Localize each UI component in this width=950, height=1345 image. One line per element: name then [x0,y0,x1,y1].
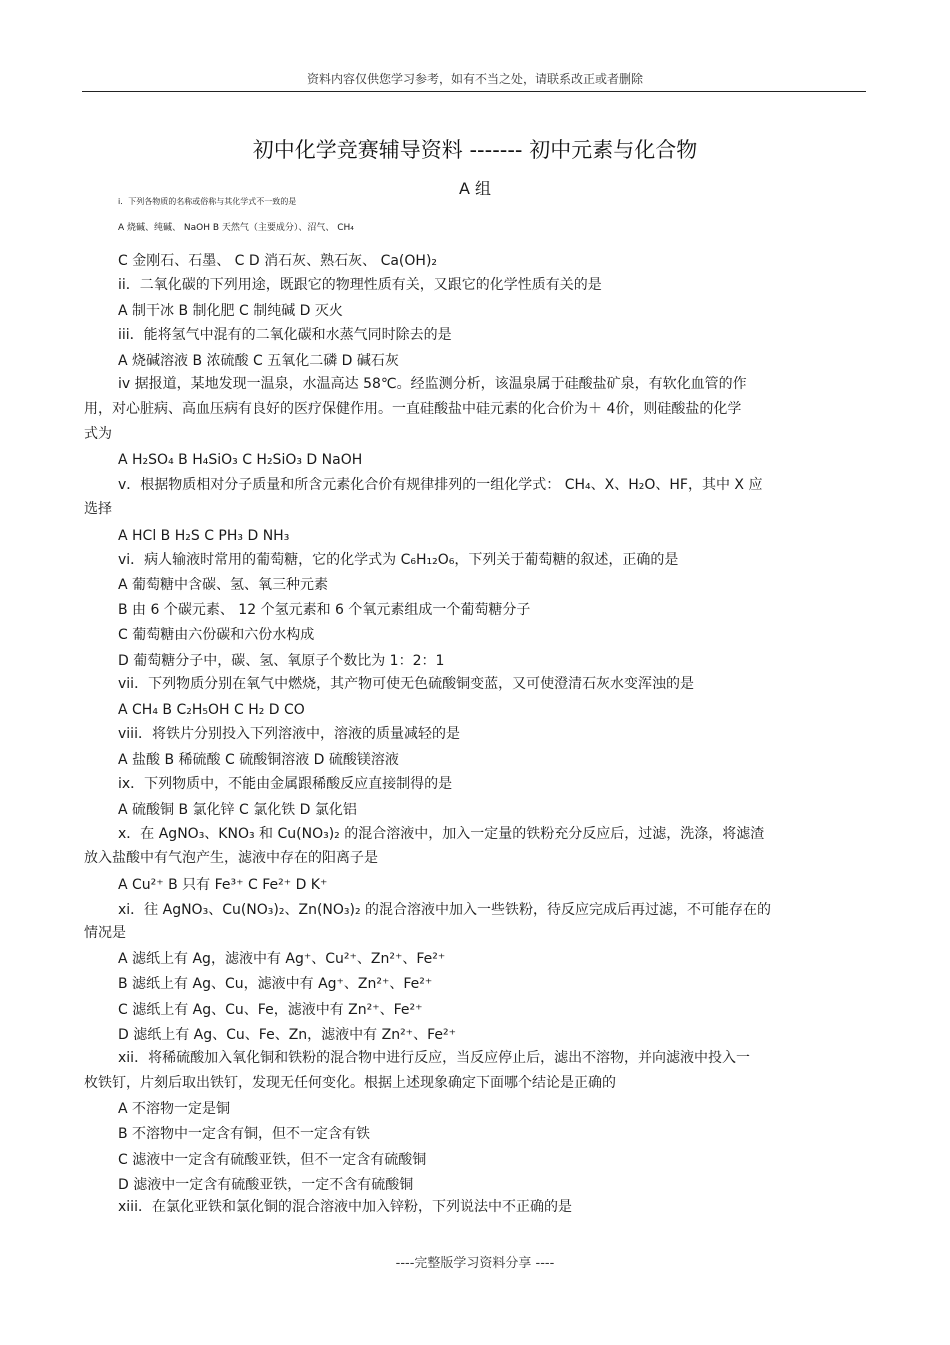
question-10-stem-line-1: x．在 AgNO₃、KNO₃ 和 Cu(NO₃)₂ 的混合溶液中，加入一定量的铁粉充分反应后，过滤，洗涤，将滤渣 [118,826,765,842]
question-2-options: A 制干冰 B 制化肥 C 制纯碱 D 灭火 [118,303,343,319]
question-11-option-c: C 滤纸上有 Ag、Cu、Fe，滤液中有 Zn²⁺、Fe²⁺ [118,1002,423,1018]
question-6-option-d: D 葡萄糖分子中，碳、氢、氧原子个数比为 1：2：1 [118,653,445,669]
question-6-stem: vi．病人输液时常用的葡萄糖，它的化学式为 C₆H₁₂O₆，下列关于葡萄糖的叙述，正确的是 [118,552,679,568]
header-rule [82,91,866,92]
question-1-stem: i．下列各物质的名称或俗称与其化学式不一致的是 [118,197,297,206]
question-3-stem: iii．能将氢气中混有的二氧化碳和水蒸气同时除去的是 [118,327,452,343]
question-6-option-a: A 葡萄糖中含碳、氢、氧三种元素 [118,577,329,593]
page-title: 初中化学竞赛辅导资料 ------- 初中元素与化合物 [252,138,698,162]
question-6-option-c: C 葡萄糖由六份碳和六份水构成 [118,627,315,643]
question-10-stem-line-2: 放入盐酸中有气泡产生，滤液中存在的阳离子是 [84,850,378,866]
question-12-option-a: A 不溶物一定是铜 [118,1101,231,1117]
question-11-option-d: D 滤纸上有 Ag、Cu、Fe、Zn，滤液中有 Zn²⁺、Fe²⁺ [118,1027,456,1043]
question-4-stem-line-1: iv 据报道，某地发现一温泉，水温高达 58℃。经监测分析，该温泉属于硅酸盐矿泉，有软化血管的作 [118,376,747,392]
question-8-options: A 盐酸 B 稀硫酸 C 硫酸铜溶液 D 硫酸镁溶液 [118,752,399,768]
question-12-stem-line-2: 枚铁钉，片刻后取出铁钉，发现无任何变化。根据上述现象确定下面哪个结论是正确的 [84,1075,616,1091]
question-7-options: A CH₄ B C₂H₅OH C H₂ D CO [118,702,305,718]
question-5-stem-line-2: 选择 [84,501,112,517]
question-12-option-d: D 滤液中一定含有硫酸亚铁，一定不含有硫酸铜 [118,1177,414,1193]
question-1-options-ab: A 烧碱、纯碱、 NaOH B 天然气（主要成分）、沼气、 CH₄ [118,223,354,233]
question-1-options-cd: C 金刚石、石墨、 C D 消石灰、熟石灰、 Ca(OH)₂ [118,253,438,269]
header-note: 资料内容仅供您学习参考，如有不当之处，请联系改正或者删除 [306,72,643,86]
question-11-option-b: B 滤纸上有 Ag、Cu，滤液中有 Ag⁺、Zn²⁺、Fe²⁺ [118,976,433,992]
question-4-stem-line-2: 用，对心脏病、高血压病有良好的医疗保健作用。一直硅酸盐中硅元素的化合价为＋ 4价，则硅酸盐的化学 [84,401,742,417]
question-5-options: A HCl B H₂S C PH₃ D NH₃ [118,528,290,544]
question-6-option-b: B 由 6 个碳元素、 12 个氢元素和 6 个氧元素组成一个葡萄糖分子 [118,602,531,618]
question-9-options: A 硫酸铜 B 氯化锌 C 氯化铁 D 氯化铝 [118,802,357,818]
question-4-options: A H₂SO₄ B H₄SiO₃ C H₂SiO₃ D NaOH [118,452,363,468]
question-11-option-a: A 滤纸上有 Ag，滤液中有 Ag⁺、Cu²⁺、Zn²⁺、Fe²⁺ [118,951,446,967]
question-11-stem-line-2: 情况是 [84,925,126,941]
question-12-option-b: B 不溶物中一定含有铜，但不一定含有铁 [118,1126,371,1142]
question-11-stem-line-1: xi．往 AgNO₃、Cu(NO₃)₂、Zn(NO₃)₂ 的混合溶液中加入一些铁粉，待反应完成后再过滤，不可能存在的 [118,902,772,918]
question-8-stem: viii．将铁片分别投入下列溶液中，溶液的质量减轻的是 [118,726,460,742]
question-9-stem: ix．下列物质中，不能由金属跟稀酸反应直接制得的是 [118,776,453,792]
question-10-options: A Cu²⁺ B 只有 Fe³⁺ C Fe²⁺ D K⁺ [118,877,328,893]
page-footer: ----完整版学习资料分享 ---- [395,1256,555,1271]
question-12-stem-line-1: xii．将稀硫酸加入氧化铜和铁粉的混合物中进行反应，当反应停止后，滤出不溶物，并向滤液中投入一 [118,1050,751,1066]
question-12-option-c: C 滤液中一定含有硫酸亚铁，但不一定含有硫酸铜 [118,1152,427,1168]
question-4-stem-line-3: 式为 [84,426,112,442]
question-2-stem: ii．二氧化碳的下列用途，既跟它的物理性质有关，又跟它的化学性质有关的是 [118,277,602,293]
question-7-stem: vii．下列物质分别在氧气中燃烧，其产物可使无色硫酸铜变蓝，又可使澄清石灰水变浑浊的是 [118,676,695,692]
question-3-options: A 烧碱溶液 B 浓硫酸 C 五氧化二磷 D 碱石灰 [118,353,399,369]
question-5-stem-line-1: v．根据物质相对分子质量和所含元素化合价有规律排列的一组化学式： CH₄、X、H₂O、HF，其中 X 应 [118,477,763,493]
question-13-stem: xiii．在氯化亚铁和氯化铜的混合溶液中加入锌粉，下列说法中不正确的是 [118,1199,572,1215]
section-title: A 组 [458,179,492,198]
